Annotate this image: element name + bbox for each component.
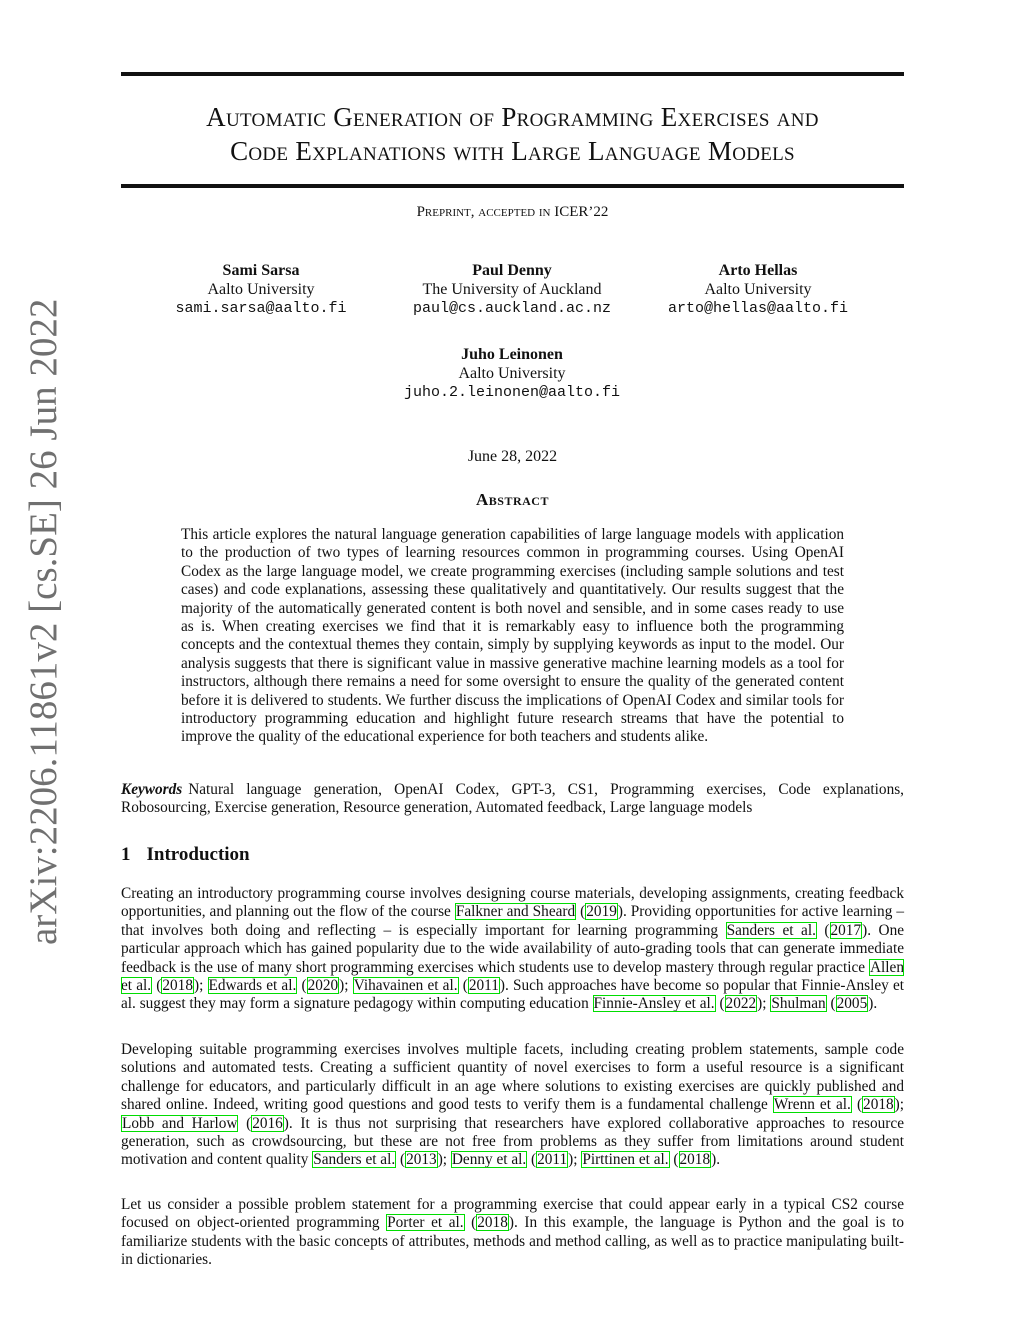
author-block-4	[382, 345, 642, 402]
text-run: Developing suitable programming exercises involves multiple facets, including creating problem statements, sample code solutions and automated tests. Creating a sufficient quantity of novel exercises to form a useful resource is a significant challenge for educators, and particularly difficult in an age where solutions to existing exercises are quickly published and shared online. Indeed, writing good questions and good tests to verify them is a fundamental challenge	[121, 1041, 904, 1114]
intro-paragraph-2: Developing suitable programming exercises involves multiple facets, including creating problem statements, sample code solutions and automated tests. Creating a sufficient quantity of novel exercises to form a useful resource is a significant challenge for educators, and particularly difficult in an age where solutions to existing exercises are quickly published and shared online. Indeed, writing good questions and good tests to verify them is a fundamental challenge Wrenn et al. (2018); Lobb and Harlow (2016). It is thus not surprising that researchers have explored collaborative approaches to resource generation, such as crowdsourcing, but these are not free from problems as they suffer from limitations around student motivation and content quality Sanders et al. (2013); Denny et al. (2011); Pirttinen et al. (2018).	[121, 1041, 904, 1169]
author-block-2	[382, 261, 642, 318]
author-email: sami.sarsa@aalto.fi	[175, 300, 347, 317]
author-name: Paul Denny	[472, 262, 552, 279]
citation-year-link[interactable]: 2018	[863, 1096, 894, 1114]
citation-year-link[interactable]: 2013	[406, 1151, 437, 1169]
author-name: Arto Hellas	[718, 262, 798, 279]
intro-paragraph-1: Creating an introductory programming course involves designing course materials, developing assignments, creating feedback opportunities, and planning out the flow of the course Falkner and Sheard (2019). Providing opportunities for active learning – that involves both doing and reflecting – is especially important for learning programming Sanders et al. (2017). One particular approach which has gained popularity due to the wide availability of auto-grading tools that can generate immediate feedback is the use of many short programming exercises which students use to develop mastery through regular practice Allen et al. (2018); Edwards et al. (2020); Vihavainen et al. (2011). Such approaches have become so popular that Finnie-Ansley et al. suggest they may form a signature pedagogy within computing education Finnie-Ansley et al. (2022); Shulman (2005).	[121, 885, 905, 1013]
author-name: Sami Sarsa	[222, 262, 300, 279]
text-run: .	[873, 995, 878, 1013]
citation-link[interactable]: Allen et al.	[121, 958, 904, 995]
author-email: paul@cs.auckland.ac.nz	[412, 300, 612, 317]
paper-date: June 28, 2022	[467, 448, 558, 465]
text-run: . One particular approach which has gained popularity due to the wide availability of auto-grading tools that can generate immediate feedback is the use of many short programming exercises which students use to develop mastery through regular practice	[121, 921, 905, 976]
citation-link[interactable]: Pirttinen et al.	[582, 1151, 669, 1169]
preprint-note: Preprint, accepted in ICER’22	[416, 204, 609, 220]
author-affiliation: Aalto University	[458, 365, 566, 382]
abstract-text: This article explores the natural language generation capabilities of large language models with application to the production of two types of learning resources common in programming courses. Using OpenAI Codex as the large language model, we create programming exercises (including sample solutions and test cases) and code explanations, assessing these qualitatively and quantitatively. Our results suggest that the majority of the automatically generated content is both novel and sensible, and in some cases ready to use as is. When creating exercises we find that it is remarkably easy to influence both the programming concepts and the contextual themes they contain, simply by supplying keywords as input to the model. Our analysis suggests that there is significant value in massive generative machine learning models as a tool for instructors, although there remains a need for some oversight to ensure the quality of the generated content before it is delivered to students. We further discuss the implications of OpenAI Codex and similar tools for introductory programming education and highlight future research streams that have the potential to improve the quality of the educational experience for both teachers and students alike.	[181, 526, 844, 746]
author-block-1	[141, 261, 381, 318]
citation-year-link[interactable]: 2016	[252, 1114, 283, 1132]
author-email: arto@hellas@aalto.fi	[667, 300, 849, 317]
text-run: Let us consider a possible problem statement for a programming exercise that could appear early in a typical CS2 course focused on object-oriented programming	[121, 1196, 904, 1232]
citation-link[interactable]: Porter et al.	[387, 1214, 464, 1232]
author-affiliation: Aalto University	[704, 281, 812, 298]
citation-year-link[interactable]: 2019	[586, 903, 617, 921]
citation-link[interactable]: Finnie-Ansley et al.	[593, 995, 715, 1013]
text-run: .	[716, 1151, 721, 1169]
citation-year-link[interactable]: 2020	[307, 977, 339, 995]
citation-year-link[interactable]: 2005	[836, 995, 868, 1013]
keywords	[121, 781, 904, 818]
citation-link[interactable]: Sanders et al.	[726, 921, 816, 939]
citation-year-link[interactable]: 2018	[162, 977, 193, 995]
intro-paragraph-3: Let us consider a possible problem statement for a programming exercise that could appear early in a typical CS2 course focused on object-oriented programming Porter et al. (2018). In this example, the language is Python and the goal is to familiarize students with the basic concepts of attributes, methods and method calling, as well as to practice manipulating built-in dictionaries.	[121, 1196, 904, 1269]
paper-title	[121, 100, 904, 168]
keywords-label: Keywords	[121, 781, 183, 798]
author-name: Juho Leinonen	[461, 346, 563, 363]
text-run: . Such approaches have become so popular that Finnie-Ansley et al. suggest they may form a signature pedagogy within computing education	[121, 977, 905, 1013]
title-line-1: Automatic Generation of Programming Exercises and	[206, 102, 819, 132]
text-run: . It is thus not surprising that researchers have explored collaborative approaches to resource generation, such as crowdsourcing, but these are not free from problems as they suffer from limitations around student motivation and content quality	[121, 1114, 904, 1169]
arxiv-identifier: arXiv:2206.11861v2 [cs.SE] 26 Jun 2022	[22, 298, 65, 945]
citation-year-link[interactable]: 2018	[679, 1151, 711, 1169]
citation-link[interactable]: Denny et al.	[451, 1151, 527, 1169]
author-affiliation: Aalto University	[207, 281, 315, 298]
section-number: 1	[121, 844, 131, 865]
section-title: Introduction	[146, 844, 250, 865]
citation-link[interactable]: Lobb and Harlow	[122, 1114, 238, 1132]
author-affiliation: The University of Auckland	[422, 281, 602, 298]
author-block-3	[648, 261, 868, 318]
citation-year-link[interactable]: 2022	[725, 995, 757, 1013]
text-run: . In this example, the language is Python and the goal is to familiarize students with the basic concepts of attributes, methods and method calling, as well as to practice manipulating built-in dictionaries.	[121, 1214, 904, 1269]
citation-year-link[interactable]: 2018	[477, 1214, 508, 1232]
citation-link[interactable]: Wrenn et al.	[773, 1096, 851, 1114]
section-heading-introduction	[121, 844, 250, 866]
keywords-text: Natural language generation, OpenAI Codex, GPT-3, CS1, Programming exercises, Code explanations, Robosourcing, Exercise generation, Resource generation, Automated feedback, Large language models	[121, 781, 904, 817]
citation-link[interactable]: Edwards et al.	[208, 977, 297, 995]
citation-link[interactable]: Vihavainen et al.	[353, 977, 458, 995]
citation-year-link[interactable]: 2017	[830, 921, 862, 939]
citation-year-link[interactable]: 2011	[468, 977, 499, 995]
title-line-2: Code Explanations with Large Language Models	[230, 136, 795, 166]
text-run: . Providing opportunities for active learning – that involves both doing and reflecting – is especially important for learning programming	[121, 903, 905, 939]
citation-link[interactable]: Shulman	[771, 995, 826, 1013]
abstract-heading: Abstract	[476, 490, 549, 509]
citation-link[interactable]: Falkner and Sheard	[455, 903, 576, 921]
title-bottom-rule	[121, 184, 904, 188]
citation-link[interactable]: Sanders et al.	[313, 1151, 396, 1169]
author-email: juho.2.leinonen@aalto.fi	[403, 384, 621, 401]
text-run: Creating an introductory programming course involves designing course materials, developing assignments, creating feedback opportunities, and planning out the flow of the course	[121, 885, 904, 921]
citation-year-link[interactable]: 2011	[537, 1151, 568, 1169]
title-top-rule	[121, 72, 904, 76]
